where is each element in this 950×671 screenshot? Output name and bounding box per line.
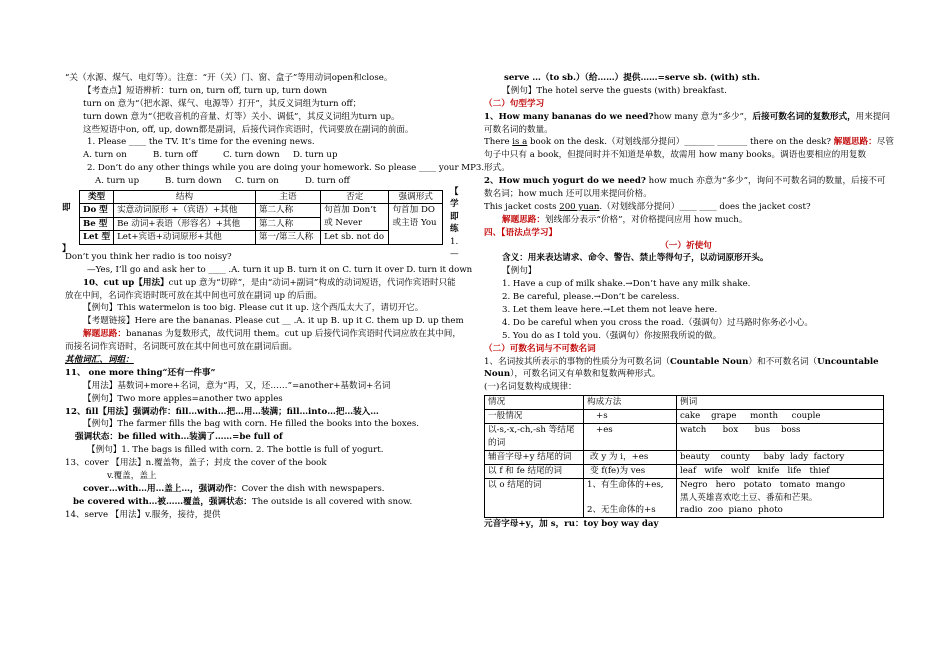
span: bananas 为复数形式，故代词用 them。cut up 后接代词作宾语时代词应放在其中间， (125, 329, 461, 340)
option: C. turn on (235, 176, 279, 187)
table-cell: Let 型 (80, 231, 114, 244)
side-char: 即 (62, 203, 71, 214)
table-cell: 实意动词原形 +（宾语）+其他 (114, 204, 256, 217)
text-line: 而接名词作宾语时，名词既可放在其中间也可放在副词后面。 (65, 342, 298, 353)
text-line (65, 483, 470, 496)
sentence-type-table (79, 190, 443, 245)
table-row (485, 424, 884, 451)
bold-span: Uncountable (817, 356, 879, 367)
table-cell: cake grape month couple (677, 410, 884, 424)
table-row (485, 410, 884, 424)
table-row (485, 450, 884, 464)
noun-plural-table (484, 395, 884, 518)
text-line (484, 111, 891, 124)
table-header: 例词 (677, 396, 884, 410)
text-line: 数名词；how much 还可以用来提问价格。 (484, 189, 652, 200)
text-line: 这些短语中on, off, up, down都是副词，后接代词作宾语时，代词要放在副词的前面。 (83, 124, 414, 135)
table-cell: beauty county baby lady factory (677, 450, 884, 464)
text-line: 5. You do as I told you.（强调句）你按照我所说的做。 (502, 330, 722, 341)
table-cell: Let sb. not do (321, 231, 389, 244)
text-line: 1. Have a cup of milk shake.→Don’t have any milk shake. (502, 279, 751, 290)
table-cell: 句首加 Don’t 或 Never (321, 204, 389, 231)
side-mark-right (450, 186, 459, 261)
side-char: — (450, 249, 459, 260)
text-line: 形式。 (484, 163, 510, 174)
text-line: 【例句】Two more apples=another two apples (83, 393, 283, 404)
question-2: 2. Don’t do any other things while you are doing your homework. So please ____ your MP3. (87, 163, 485, 174)
side-char: 【 (450, 187, 459, 198)
table-header: 结构 (114, 191, 256, 204)
span: ），可数名词又有单数和复数两种形式。 (510, 369, 661, 380)
text-line (484, 175, 888, 188)
option: A. turn up (95, 176, 140, 187)
table-cell: 辅音字母+y 结尾的词 (485, 450, 584, 464)
table-cell: Let+宾语+动词原形+其他 (114, 231, 256, 244)
underline-span: is a (512, 137, 528, 148)
text-line: 2. Be careful, please.→Don’t be careless. (502, 292, 680, 303)
text-line: 14、serve 【用法】v.服务，接待，提供 (65, 509, 221, 520)
table-cell: Do 型 (80, 204, 114, 217)
bold-span: 10、cut up【用法】 (83, 277, 169, 288)
bold-span: 后接可数名词的复数形式， (752, 111, 856, 122)
section-heading: （一）祈使句 (660, 240, 712, 251)
table-cell: 以-s,-x,-ch,-sh 等结尾的词 (485, 424, 584, 451)
bold-span: 1、How many bananas do we need? (484, 111, 654, 122)
span: ）和不可数名词（ (748, 356, 818, 367)
table-header: 情况 (485, 396, 584, 410)
side-char: 即 (450, 211, 459, 222)
text-line: —Yes, I’ll go and ask her to ____ .A. turn it up B. turn it on C. turn it over D. turn it down (87, 264, 473, 275)
table-cell: 第二人称 (255, 204, 320, 217)
side-char: 学 (450, 199, 459, 210)
table-cell: Be 动词+表语（形容名）+其他 (114, 217, 256, 230)
section-heading: （二）可数名词与不可数名词 (484, 343, 596, 354)
question-2-options (65, 175, 470, 188)
table-cell: Be 型 (80, 217, 114, 230)
text-line: 元音字母+y，加 s，ru：toy boy way day (484, 519, 659, 530)
text-line: 13、cover 【用法】n.覆盖物，盖子；封皮 the cover of the book (65, 458, 327, 469)
question-1-options (65, 149, 470, 162)
text-line: 【例句】1. The bags is filled with corn. 2. The bottle is full of yogurt. (87, 445, 384, 456)
text-line: 【考题链接】Here are the bananas. Please cut __ .A. it up B. up it C. them up D. up them (83, 316, 464, 327)
text-line: 【例句】 (502, 266, 537, 277)
text-line (65, 277, 470, 290)
right-column (484, 72, 894, 531)
question-1: 1. Please ____ the TV. It’s time for the evening news. (87, 137, 315, 148)
text-line (484, 214, 888, 227)
table-header-row (80, 191, 443, 204)
text-line (484, 136, 894, 149)
underline-span: 200 yuan (559, 201, 600, 212)
side-mark-left (62, 202, 71, 257)
table-cell: 第一/第三人称 (255, 231, 320, 244)
span: 尽管 (876, 137, 894, 148)
text-line: 含义：用来表达请求、命令、警告、禁止等得句子，以动词原形开头。 (502, 253, 769, 264)
text-line: 可数名词的数量。 (484, 124, 553, 135)
text-line: 句子中只有 a book，但提问时并不知道是单数，故需用 how many books。调语也要相应的用复数 (484, 150, 867, 161)
spacer (62, 215, 71, 243)
side-char: 】 (62, 244, 71, 255)
table-row (80, 204, 443, 217)
span: 用来提问 (855, 111, 891, 122)
span: how many 意为“多少”， (653, 111, 753, 122)
table-row (485, 464, 884, 478)
bold-span: Countable Noun (669, 356, 749, 367)
span: 1、名词按其所表示的事物的性质分为可数名词（ (484, 356, 670, 367)
table-row (80, 231, 443, 244)
text-line: 强调状态：be filled with…装满了……=be full of (75, 432, 283, 443)
text-line (484, 201, 888, 214)
bold-span: be covered with…被……覆盖，强调状态： (73, 496, 252, 507)
option: B. turn down (165, 176, 222, 187)
bold-span: 2、How much yogurt do we need? (484, 176, 646, 187)
text-line: 12、fill【用法】强调动作：fill…with…把…用…装满；fill…into…把…装入… (65, 406, 379, 417)
text-line (65, 328, 470, 341)
left-column (62, 72, 485, 522)
table-header: 否定 (321, 191, 389, 204)
text-line: serve …（to sb.）（给……）提供……=serve sb. (with) sth. (504, 73, 761, 83)
text-line: 3. Let them leave here.→Let them not leave here. (502, 305, 718, 316)
text-line: v.覆盖，盖上 (107, 470, 157, 481)
table-header: 构成方法 (584, 396, 677, 410)
table-cell: +es (584, 424, 677, 451)
span: cut up 意为“切碎”，是由“动词+副词”构成的动词短语，代词作宾语时只能 (168, 277, 456, 288)
text-line (484, 368, 888, 381)
span: how much 亦意为“多少”，询问不可数名词的数量，后接不可 (645, 176, 886, 187)
bold-span: cover…with…用…盖上…，强调动作： (83, 483, 242, 494)
table-cell: 以 o 结尾的词 (485, 478, 584, 518)
red-span: 解题思路： (502, 214, 545, 225)
span: Cover the dish with newspapers. (241, 483, 385, 494)
side-char: 1. (450, 236, 459, 247)
table-cell: Negro hero potato tomato mango 黑人英雄喜欢吃土豆、番茄和芒果。 radio zoo piano photo (677, 478, 884, 518)
table-header-row (485, 396, 884, 410)
text-line: 【例句】The farmer fills the bag with corn. He filled the books into the boxes. (83, 419, 419, 430)
table-cell: 以 f 和 fe 结尾的词 (485, 464, 584, 478)
table-cell: watch box bus boss (677, 424, 884, 451)
table-cell: 句首加 DO 或主语 You (389, 204, 443, 244)
text-line: turn on 意为“（把水源、煤气、电源等）打开”，其反义词组为turn off； (83, 98, 362, 109)
text-line: 【例句】This watermelon is too big. Please cut it up. 这个西瓜太大了，请切开它。 (83, 303, 424, 314)
red-span: 解题思路： (83, 329, 126, 340)
option: B. turn off (153, 150, 198, 161)
table-cell: +s (584, 410, 677, 424)
section-heading: 其他词汇、词组： (65, 354, 134, 365)
bold-span: Noun (484, 369, 511, 380)
text-line: 【例句】The hotel serve the guests (with) breakfast. (502, 85, 727, 96)
text-line: 【考查点】短语辨析：turn on, turn off, turn up, turn down (83, 85, 328, 96)
table-header: 强调形式 (389, 191, 443, 204)
option: A. turn on (83, 150, 127, 161)
table-header: 类型 (80, 191, 114, 204)
section-heading: （二）句型学习 (484, 98, 545, 109)
span: This jacket costs (484, 201, 560, 212)
table-cell: 改 y 为 i，+es (584, 450, 677, 464)
option: D. turn off (305, 176, 350, 187)
table-cell: 变 f(fe)为 ves (584, 464, 677, 478)
table-cell: 1、有生命体的+es, 2、无生命体的+s (584, 478, 677, 518)
text-line: 放在中间，名词作宾语时既可放在其中间也可放在副词 up 的后面。 (65, 290, 323, 301)
text-line (65, 496, 470, 509)
side-char: 练 (450, 224, 459, 235)
text-line: turn down 意为“（把收音机的音量、灯等）关小、调低”，其反义词组为turn up。 (83, 111, 400, 122)
table-cell: 第二人称 (255, 217, 320, 230)
text-line: “关（水源、煤气、电灯等）。注意：“开（关）门、窗、盒子”等用动词open和close。 (65, 73, 393, 83)
table-cell: leaf wife wolf knife life thief (677, 464, 884, 478)
span: There (484, 137, 513, 148)
table-header: 主语 (255, 191, 320, 204)
section-heading: 四、【语法点学习】 (484, 227, 558, 238)
red-span: 解题思路： (833, 137, 877, 148)
text-line: 4. Do be careful when you cross the road.（强调句）过马路时你务必小心。 (502, 317, 813, 328)
span: .（对划线部分提问）____ ____ does the jacket cost? (599, 201, 811, 212)
text-line: Don’t you think her radio is too noisy? (65, 251, 232, 262)
text-line (484, 356, 888, 369)
text-line: (一)名词复数构成规律： (484, 382, 577, 393)
span: The outside is all covered with snow. (251, 496, 413, 507)
option: C. turn down (223, 150, 280, 161)
option: D. turn up (293, 150, 338, 161)
table-cell: 一般情况 (485, 410, 584, 424)
table-row (485, 478, 884, 518)
text-line: 11、 one more thing“还有一件事” (65, 367, 216, 378)
span: 划线部分表示“价格”，对价格提问应用 how much。 (544, 214, 748, 225)
text-line: 【用法】基数词+more+名词，意为“再，又，还……”=another+基数词+名词 (83, 380, 391, 391)
span: book on the desk.（对划线部分提问）_______ _______ there on the desk? (527, 137, 834, 148)
